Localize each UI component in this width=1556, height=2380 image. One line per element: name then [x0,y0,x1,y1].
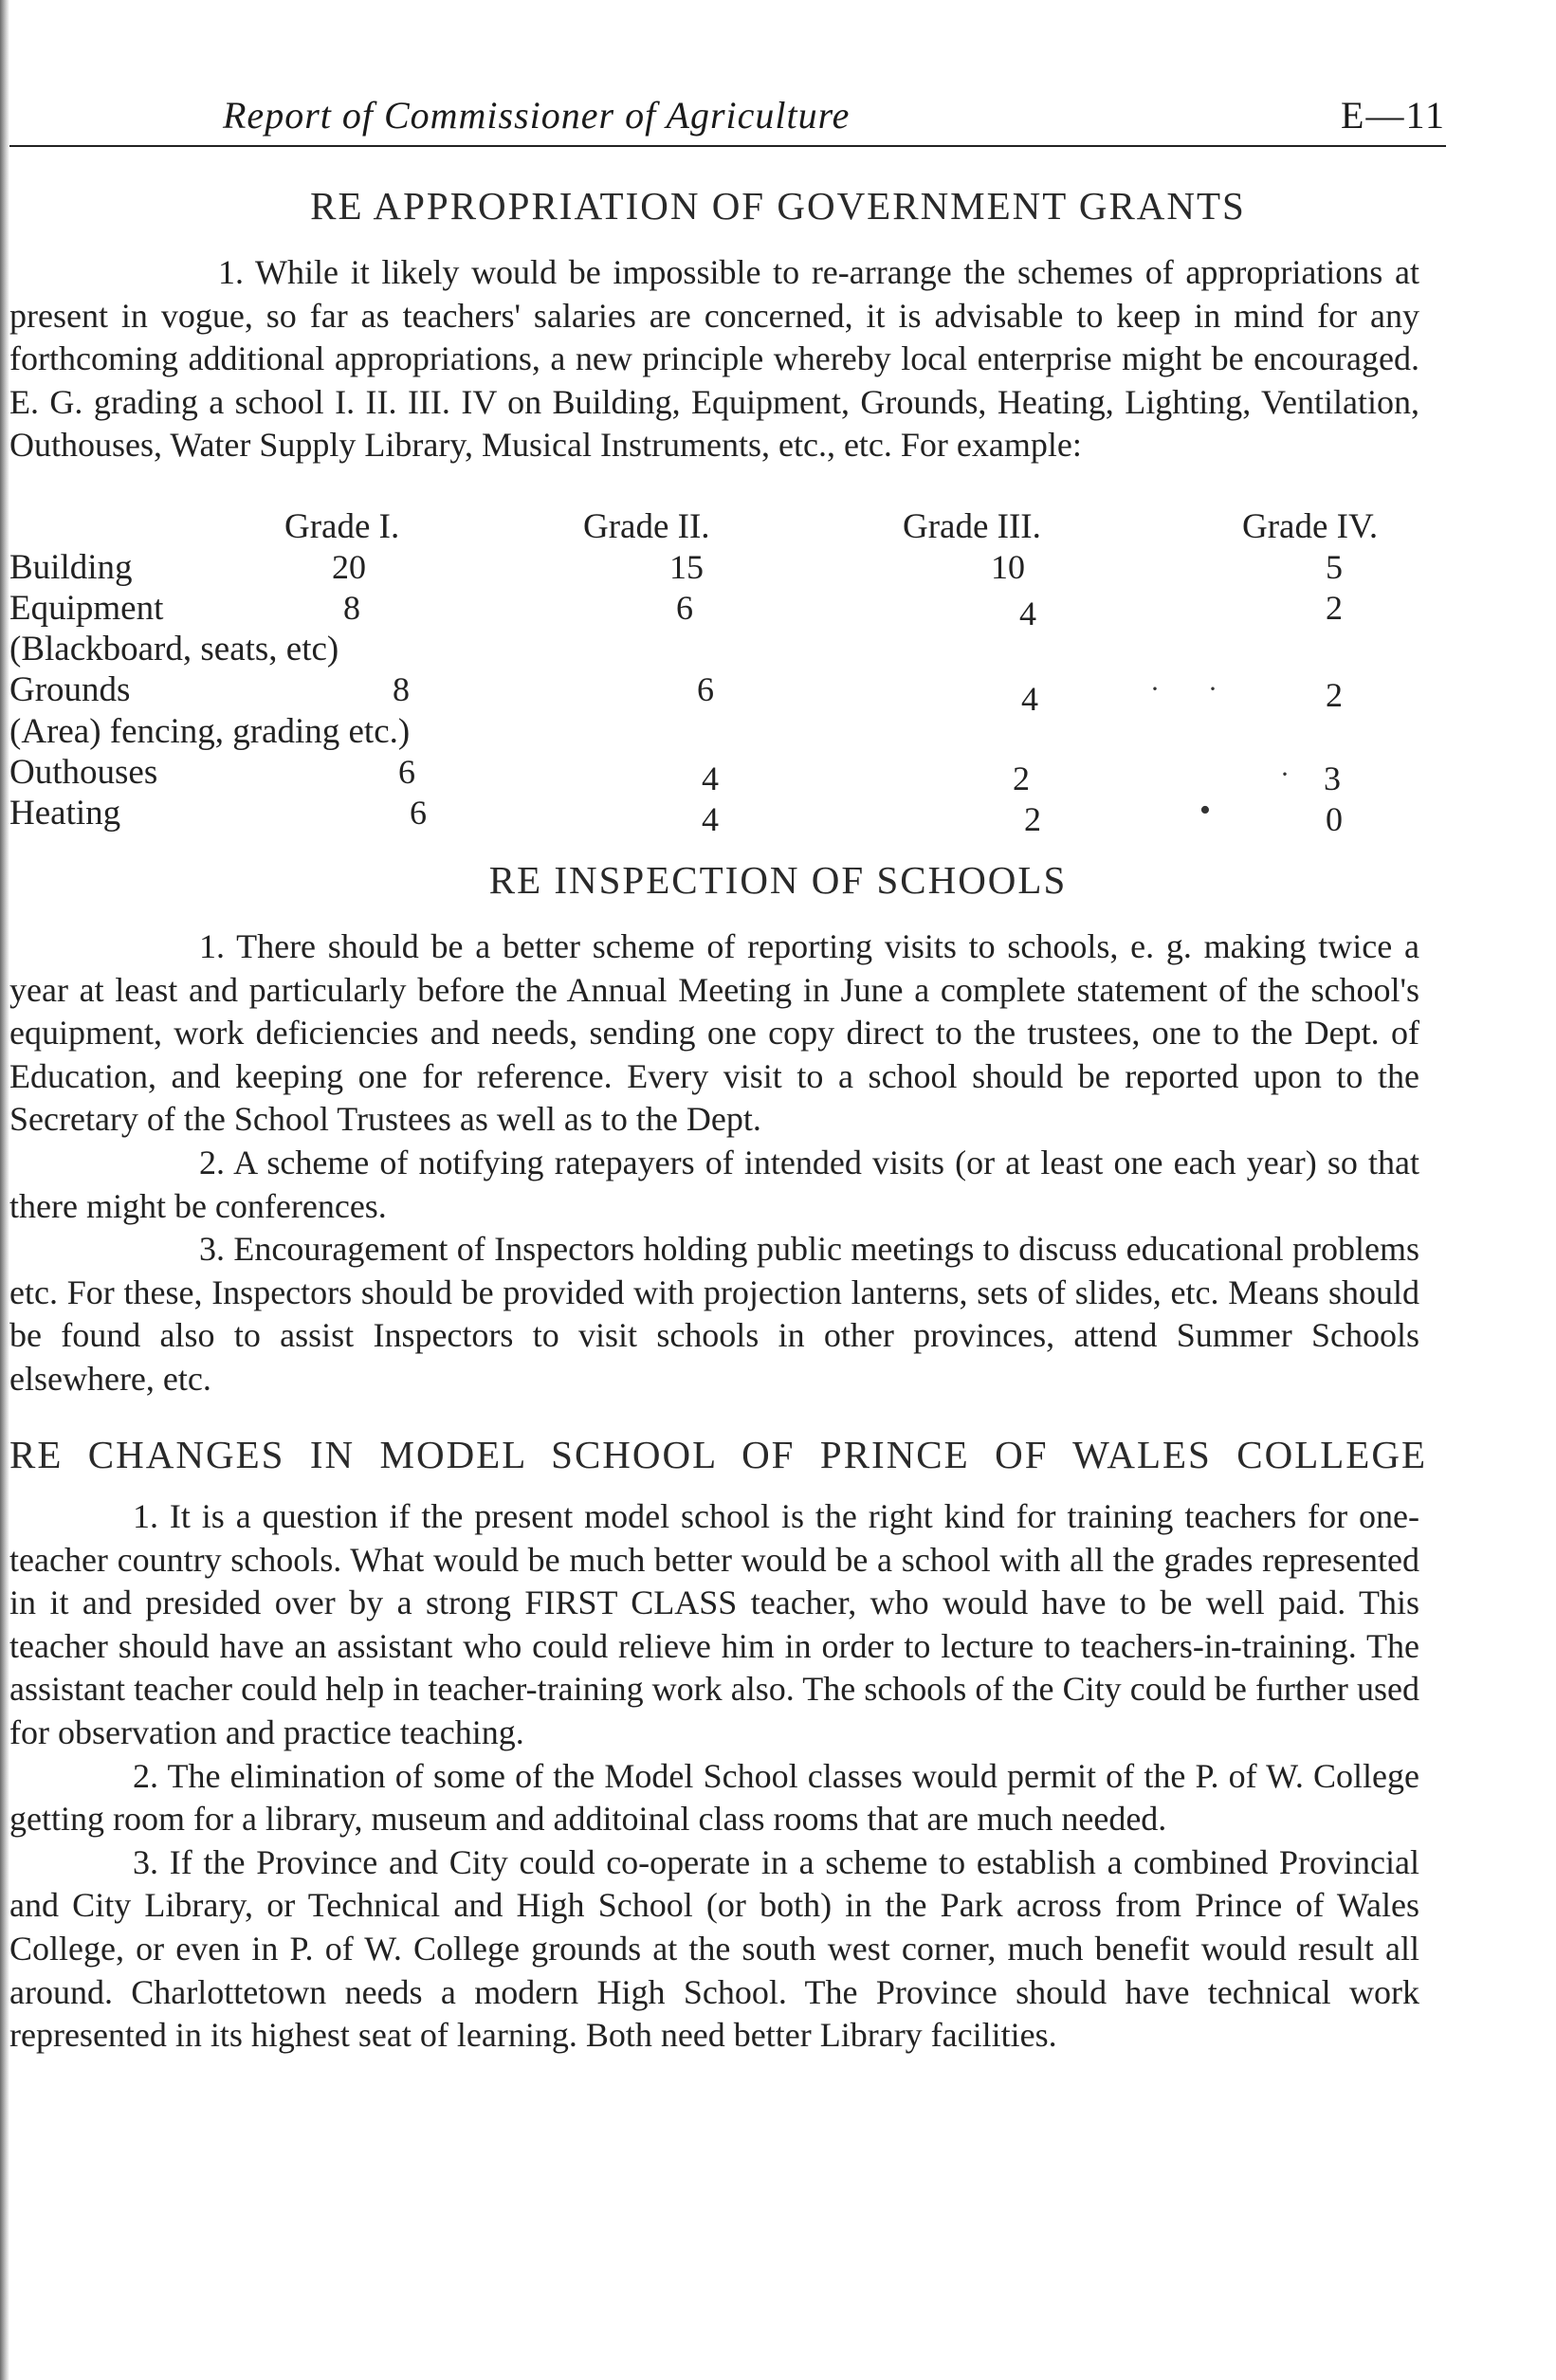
table-cell: 20 [332,548,366,586]
table-row-label: Outhouses [9,753,158,792]
table-header-grade-3: Grade III. [903,507,1041,546]
table-cell: 8 [393,670,410,708]
paragraph-group-inspection [9,925,1419,1401]
stray-mark: · [1150,673,1160,705]
stray-mark: · [1280,759,1290,790]
paragraph-text: 3. If the Province and City could co-operate in a scheme to establish a combined Provincial and City Library, or Technical and High School (or both) in the Park across from Prince of Wales College, or even in P. of W. College grounds at the south west corner, much benefit would result all around. Charlottetown needs a modern High School. The Province should have technical work represented in its highest seat of learning. Both need better Library facilities. [9,1842,1419,2055]
table-cell: 6 [676,589,693,627]
table-row-label: Heating [9,794,121,833]
table-header-grade-1: Grade I. [284,507,400,546]
paragraph-text: 1. There should be a better scheme of reporting visits to schools, e. g. making twice a year at least and particularly before the Annual Meeting in June a complete statement of the school's equipment, work deficiencies and needs, sending one copy direct to the trustees, one to the Dept. of Education, and keeping one for reference. Every visit to a school should be reported upon to the Secretary of the School Trustees as well as to the Dept. [9,927,1419,1139]
table-cell: 4 [1021,680,1038,718]
table-cell: 2 [1013,760,1030,797]
page-number: E—11 [1341,94,1446,137]
paragraph-text: 1. It is a question if the present model school is the right kind for training teachers for one-teacher country schools. What would be much better would be a school with all the grades represented in it and presided over by a strong FIRST CLASS teacher, who would have to be well paid. This teacher should have an assistant who could relieve him in order to lecture to teachers-in-training. The assistant teacher could help in teacher-training work also. The schools of the City could be further used for observation and practice teaching. [9,1497,1419,1751]
paragraph-text: 2. The elimination of some of the Model School classes would permit of the P. of W. College getting room for a library, museum and additoinal class rooms that are much needed. [9,1756,1419,1839]
table-cell: 2 [1024,800,1041,838]
table-cell: 2 [1326,589,1343,627]
table-row-label: Equipment [9,589,164,628]
table-cell: 5 [1326,548,1343,586]
table-cell: 6 [398,753,415,791]
table-cell: 15 [669,548,704,586]
stray-mark: · [1208,673,1217,705]
paragraph-text: 2. A scheme of notifying ratepayers of intended visits (or at least one each year) so that there might be conferences. [9,1143,1419,1225]
page-header [223,93,1446,150]
running-title: Report of Commissioner of Agriculture [223,94,851,137]
table-row-label: (Blackboard, seats, etc) [9,630,339,668]
table-cell: 3 [1324,760,1341,797]
paragraph-text: 1. While it likely would be impossible to re-arrange the schemes of appropriations at present in vogue, so far as teachers' salaries are concerned, it is advisable to keep in mind for any forthcoming additional appropriations, a new principle whereby local enterprise might be encouraged. E. G. grading a school I. II. III. IV on Building, Equipment, Grounds, Heating, Lighting, Ventilation, Outhouses, Water Supply Library, Musical Instruments, etc., etc. For example: [9,253,1419,465]
section-heading-grants: RE APPROPRIATION OF GOVERNMENT GRANTS [310,184,1246,228]
table-cell: 4 [1019,595,1036,632]
section-heading-model-school: RE CHANGES IN MODEL SCHOOL OF PRINCE OF WALES COLLEGE [9,1433,1427,1476]
table-row-label: (Area) fencing, grading etc.) [9,712,411,751]
table-row-label: Building [9,548,133,587]
table-header-grade-4: Grade IV. [1242,507,1379,546]
table-cell: 8 [343,589,360,627]
table-row-label: Grounds [9,670,131,709]
stray-mark: • [1199,793,1211,828]
paragraph-text: 3. Encouragement of Inspectors holding public meetings to discuss educational problems etc. For these, Inspectors should be provided with projection lanterns, sets of slides, etc. Means should be found also to assist Inspectors to visit schools in other provinces, attend Summer Schools elsewhere, etc. [9,1230,1419,1398]
table-cell: 10 [991,548,1025,586]
table-cell: 0 [1326,800,1343,838]
page-binding-edge [0,0,9,2380]
table-header-grade-2: Grade II. [583,507,710,546]
header-rule [9,145,1446,147]
table-cell: 2 [1326,676,1343,714]
table-cell: 6 [410,794,427,832]
table-cell: 4 [702,800,719,838]
table-cell: 6 [697,670,714,708]
table-cell: 4 [702,760,719,797]
paragraph-grants [9,251,1419,467]
section-heading-inspection: RE INSPECTION OF SCHOOLS [488,858,1068,902]
paragraph-group-model-school [9,1495,1419,2058]
